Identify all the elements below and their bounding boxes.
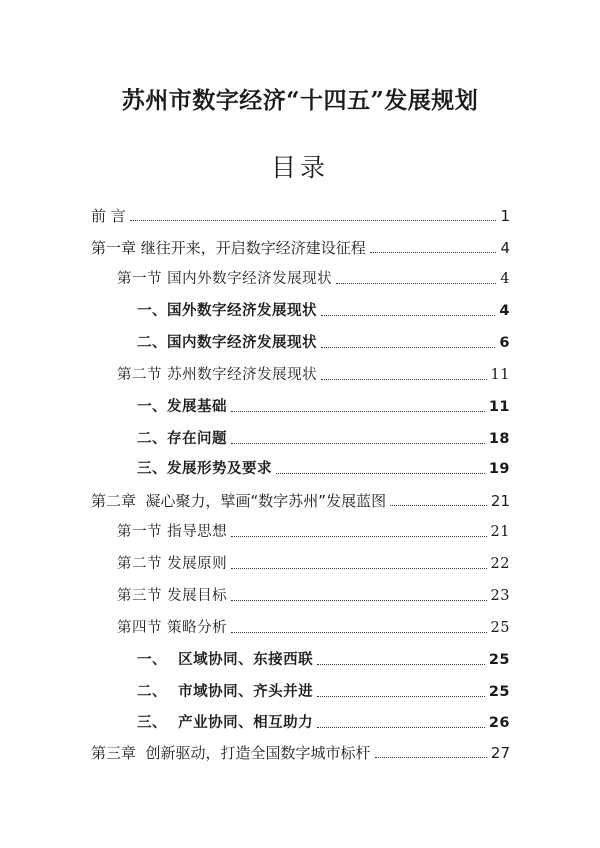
toc-entry-page: 22 (490, 556, 510, 572)
toc-entry-page: 26 (488, 715, 510, 731)
toc-entry-chapter-3[interactable] (91, 739, 510, 763)
dot-leader (390, 505, 487, 506)
toc-entry-ch2-sec4[interactable] (117, 614, 510, 638)
toc-entry-ch2-sec4-item1[interactable] (137, 646, 510, 670)
toc-entry-chapter-2[interactable] (91, 487, 510, 511)
toc-entry-label: 一、国外数字经济发展现状 (137, 303, 317, 319)
toc-entry-page: 11 (488, 399, 510, 415)
toc-entry-page: 21 (490, 492, 510, 510)
toc-entry-page: 4 (500, 271, 510, 287)
toc-entry-ch1-sec2-item1[interactable] (137, 393, 510, 417)
dot-leader (321, 347, 495, 348)
toc-entry-ch1-sec1[interactable] (117, 265, 510, 289)
toc-entry-label: 二、国内数字经济发展现状 (137, 335, 317, 351)
toc-entry-page: 19 (488, 461, 510, 477)
toc-entry-ch1-sec1-item1[interactable] (137, 297, 510, 321)
toc-entry-ch2-sec4-item3[interactable] (137, 709, 510, 733)
toc-entry-ch2-sec3[interactable] (117, 582, 510, 606)
dot-leader (375, 757, 487, 758)
toc-entry-page: 25 (490, 620, 510, 636)
toc-entry-ch1-sec2-item2[interactable] (137, 425, 510, 449)
toc-entry-label: 第一节 国内外数字经济发展现状 (117, 271, 333, 287)
toc-entry-ch1-sec1-item2[interactable] (137, 329, 510, 353)
toc-entry-label: 第一节 指导思想 (117, 524, 228, 540)
toc-entry-ch2-sec1[interactable] (117, 518, 510, 542)
dot-leader (317, 727, 485, 728)
toc-heading: 目录 (270, 153, 329, 182)
toc-entry-label: 第四节 策略分析 (117, 620, 228, 636)
document-title: 苏州市数字经济“十四五”发展规划 (121, 87, 479, 114)
toc-entry-ch2-sec2[interactable] (117, 550, 510, 574)
toc-entry-page: 4 (499, 303, 510, 319)
dot-leader (321, 379, 486, 380)
toc-entry-page: 25 (488, 684, 510, 700)
toc-entry-label: 三、 产业协同、相互助力 (137, 715, 314, 731)
toc-entry-page: 23 (490, 588, 510, 604)
toc-entry-preface[interactable] (91, 202, 510, 226)
toc-entry-page: 11 (490, 367, 510, 383)
dot-leader (231, 411, 485, 412)
dot-leader (321, 315, 495, 316)
toc-entry-label: 二、 市域协同、齐头并进 (137, 684, 314, 700)
toc-entry-page: 4 (500, 239, 510, 257)
toc-entry-label: 第二节 发展原则 (117, 556, 228, 572)
dot-leader (231, 600, 486, 601)
dot-leader (336, 283, 496, 284)
toc-entry-label: 第二章 凝心聚力，擘画“数字苏州”发展蓝图 (91, 492, 387, 510)
toc-entry-label: 第三章 创新驱动，打造全国数字城市标杆 (91, 744, 371, 762)
dot-leader (317, 696, 485, 697)
toc-entry-page: 18 (488, 431, 510, 447)
dot-leader (370, 252, 497, 253)
toc-entry-label: 第一章 继往开来，开启数字经济建设征程 (91, 239, 366, 257)
dot-leader (130, 220, 497, 221)
toc-entry-label: 第二节 苏州数字经济发展现状 (117, 367, 318, 383)
dot-leader (231, 536, 486, 537)
toc-entry-label: 一、 区域协同、东接西联 (137, 652, 314, 668)
toc-entry-ch2-sec4-item2[interactable] (137, 678, 510, 702)
toc-entry-chapter-1[interactable] (91, 234, 510, 258)
toc-entry-label: 第三节 发展目标 (117, 588, 228, 604)
dot-leader (317, 664, 485, 665)
toc-entry-page: 21 (490, 524, 510, 540)
toc-entry-label: 前 言 (91, 207, 126, 225)
dot-leader (231, 632, 486, 633)
toc-entry-ch1-sec2[interactable] (117, 361, 510, 385)
toc-entry-page: 6 (499, 335, 510, 351)
toc-entry-page: 27 (490, 744, 510, 762)
toc-entry-page: 1 (500, 207, 510, 225)
dot-leader (276, 473, 485, 474)
dot-leader (231, 568, 486, 569)
toc-entry-label: 三、发展形势及要求 (137, 461, 272, 477)
toc-entry-ch1-sec2-item3[interactable] (137, 455, 510, 479)
toc-entry-label: 一、发展基础 (137, 399, 227, 415)
toc-entry-page: 25 (488, 652, 510, 668)
dot-leader (231, 443, 485, 444)
toc-entry-label: 二、存在问题 (137, 431, 227, 447)
